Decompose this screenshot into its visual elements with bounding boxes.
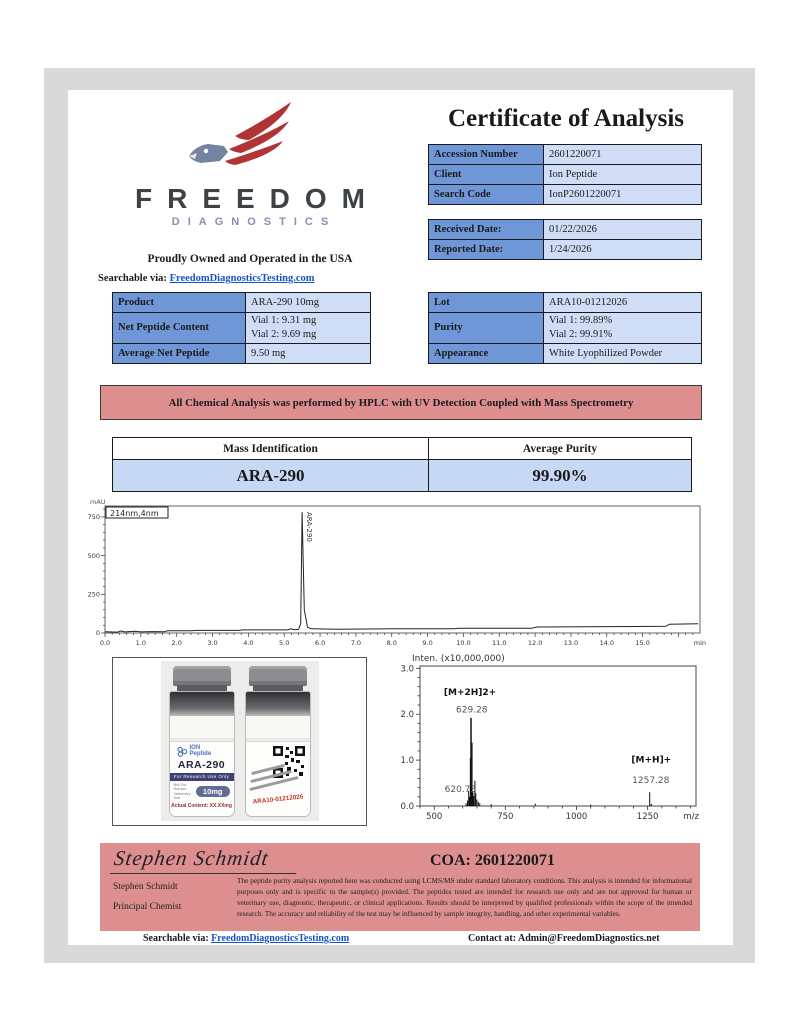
page — [68, 90, 733, 945]
vial-lot-text: ARA10-01212026 — [251, 793, 304, 806]
column-header: Average Purity — [429, 438, 691, 459]
svg-text:629.28: 629.28 — [456, 705, 488, 716]
svg-text:750: 750 — [88, 513, 100, 522]
value-line: Vial 1: 9.31 mg — [251, 315, 317, 327]
svg-text:8.0: 8.0 — [386, 639, 397, 647]
svg-text:[M+2H]2+: [M+2H]2+ — [443, 687, 497, 698]
svg-text:15.0: 15.0 — [635, 639, 650, 647]
svg-text:1257.28: 1257.28 — [632, 776, 670, 787]
row-label: Accession Number — [429, 145, 544, 164]
hplc-chromatogram — [88, 498, 708, 650]
row-label: Product — [113, 293, 246, 312]
table-row — [429, 164, 701, 184]
product-table — [112, 292, 371, 364]
table-row — [113, 293, 370, 312]
table-row — [429, 145, 701, 164]
svg-text:3.0: 3.0 — [400, 664, 414, 675]
vial-brand: ION — [189, 745, 201, 751]
row-value — [246, 293, 370, 312]
ion-peptide-logo-icon — [177, 746, 188, 757]
searchable-link[interactable]: FreedomDiagnosticsTesting.com — [169, 273, 315, 284]
table-row — [113, 460, 691, 491]
vial-content-text: Actual Content: XX.XXmg — [171, 802, 232, 809]
value-line: Vial 2: 9.69 mg — [251, 329, 317, 340]
svg-text:[M+H]+: [M+H]+ — [631, 755, 672, 766]
svg-text:14.0: 14.0 — [599, 639, 615, 647]
footer-searchable-link[interactable]: FreedomDiagnosticsTesting.com — [211, 933, 350, 944]
value-line: ARA10-01212026 — [549, 296, 628, 308]
signature-script: Stephen Schmidt — [112, 846, 298, 874]
tagline: Proudly Owned and Operated in the USA — [147, 253, 353, 265]
brand-subname: DIAGNOSTICS — [171, 216, 337, 228]
vial-neck-shadow — [246, 692, 310, 716]
svg-text:4.0: 4.0 — [243, 639, 254, 647]
signatory-name: Stephen Schmidt — [113, 882, 178, 892]
svg-text:500: 500 — [88, 551, 100, 560]
value-line: Vial 1: 99.89% — [549, 315, 613, 327]
product-photo — [161, 661, 319, 821]
vial-label-back — [246, 741, 310, 816]
row-value: 01/22/2026 — [544, 220, 701, 239]
footer-contact: Contact at: Admin@FreedomDiagnostics.net — [468, 933, 660, 944]
table-header-row — [113, 438, 691, 460]
svg-text:214nm,4nm: 214nm,4nm — [110, 509, 159, 518]
svg-text:10.0: 10.0 — [456, 639, 471, 647]
svg-text:12.0: 12.0 — [527, 639, 543, 647]
svg-text:0: 0 — [95, 629, 100, 638]
product-photo-box — [112, 657, 367, 826]
searchable-line — [98, 273, 315, 284]
svg-text:250: 250 — [88, 590, 100, 599]
row-label: Average Net Peptide — [113, 344, 246, 363]
table-row — [429, 184, 701, 204]
svg-text:5.0: 5.0 — [279, 639, 290, 647]
vial-cap — [249, 666, 307, 686]
svg-text:1000: 1000 — [565, 812, 588, 822]
svg-text:2.0: 2.0 — [400, 710, 414, 721]
dates-table — [428, 219, 702, 260]
svg-text:1250: 1250 — [636, 812, 659, 822]
footer-searchable — [143, 933, 349, 944]
lyophilized-powder — [246, 716, 310, 739]
row-label: Purity — [429, 313, 544, 343]
lot-table — [428, 292, 702, 364]
svg-text:min: min — [693, 639, 706, 647]
vial-side-note: Not For Human Veterinary Use — [173, 782, 191, 801]
row-label: Lot — [429, 293, 544, 312]
row-label: Net Peptide Content — [113, 313, 246, 343]
row-value — [544, 293, 701, 312]
value-line: Vial 2: 99.91% — [549, 329, 613, 340]
value-line: ARA-290 10mg — [251, 296, 319, 308]
searchable-label: Searchable via: — [98, 273, 167, 284]
table-row — [429, 343, 701, 363]
coa-number: COA: 2601220071 — [430, 852, 555, 869]
svg-text:11.0: 11.0 — [492, 639, 507, 647]
row-label: Client — [429, 165, 544, 184]
brand-name: FREEDOM — [135, 183, 380, 214]
mass-spectrum — [398, 650, 705, 838]
table-row — [429, 239, 701, 259]
svg-text:0.0: 0.0 — [99, 639, 111, 647]
footer-searchable-label: Searchable via: — [143, 933, 209, 944]
disclaimer-text: The peptide purity analysis reported here was conducted using LCMS/MS under standard laboratory conditions. This analysis is intended for informational purposes only and is specific to the sample(s) provided. The peptides tested are intended for research use only and are not approved for human or veterinary use, diagnostic, therapeutic, or clinical applications. Results should be interpreted by qualified professionals within the scope of the intended research. The accuracy and reliability of the test may be influenced by sample integrity, handling, and other experimental variables. — [237, 876, 692, 918]
row-value — [246, 313, 370, 343]
svg-text:1.0: 1.0 — [135, 639, 147, 647]
mass-purity-table — [112, 437, 692, 492]
vial-band-text: For Research Use Only — [170, 773, 234, 781]
avg-purity-value: 99.90% — [429, 460, 691, 491]
svg-text:3.0: 3.0 — [207, 639, 218, 647]
eagle-logo-icon — [183, 100, 295, 180]
svg-text:mAU: mAU — [90, 498, 106, 506]
row-value: 1/24/2026 — [544, 240, 701, 259]
vial-glass — [245, 691, 311, 817]
svg-text:7.0: 7.0 — [350, 639, 362, 647]
vial-brand: Peptide — [189, 751, 212, 758]
analysis-method-banner: All Chemical Analysis was performed by HPLC with UV Detection Coupled with Mass Spectrometry — [100, 385, 702, 420]
svg-text:13.0: 13.0 — [563, 639, 579, 647]
mass-id-value: ARA-290 — [113, 460, 429, 491]
row-value — [246, 344, 370, 363]
table-row — [429, 220, 701, 239]
row-label: Search Code — [429, 185, 544, 204]
svg-text:ARA-290: ARA-290 — [305, 512, 314, 542]
lyophilized-powder — [170, 716, 234, 739]
svg-text:0.0: 0.0 — [400, 802, 414, 812]
row-label: Appearance — [429, 344, 544, 363]
svg-text:Inten. (x10,000,000): Inten. (x10,000,000) — [412, 654, 505, 664]
signature-section — [100, 843, 700, 931]
svg-text:1.0: 1.0 — [400, 756, 414, 767]
row-value: IonP2601220071 — [544, 185, 701, 204]
table-row — [429, 312, 701, 343]
svg-text:m/z: m/z — [683, 812, 699, 822]
accession-table — [428, 144, 702, 205]
document-title: Certificate of Analysis — [447, 105, 685, 132]
vial-right — [241, 666, 315, 818]
table-row — [429, 293, 701, 312]
row-value — [544, 344, 701, 363]
row-label: Reported Date: — [429, 240, 544, 259]
value-line: 9.50 mg — [251, 347, 286, 359]
vial-neck-shadow — [170, 692, 234, 716]
row-value — [544, 313, 701, 343]
vial-label-front — [170, 741, 234, 816]
row-label: Received Date: — [429, 220, 544, 239]
svg-text:6.0: 6.0 — [314, 639, 326, 647]
table-row — [113, 312, 370, 343]
row-value: Ion Peptide — [544, 165, 701, 184]
signatory-role: Principal Chemist — [113, 902, 182, 912]
svg-text:620.73: 620.73 — [444, 785, 477, 796]
svg-text:750: 750 — [497, 812, 514, 822]
column-header: Mass Identification — [113, 438, 429, 459]
vial-cap — [173, 666, 231, 686]
row-value: 2601220071 — [544, 145, 701, 164]
vial-glass — [169, 691, 235, 817]
table-row — [113, 343, 370, 363]
svg-text:2.0: 2.0 — [171, 639, 182, 647]
svg-text:9.0: 9.0 — [422, 639, 433, 647]
vial-left — [165, 666, 239, 818]
vial-dose-badge: 10mg — [196, 786, 230, 797]
value-line: White Lyophilized Powder — [549, 347, 663, 359]
vial-product-name: ARA-290 — [177, 758, 226, 771]
svg-text:500: 500 — [426, 812, 443, 822]
